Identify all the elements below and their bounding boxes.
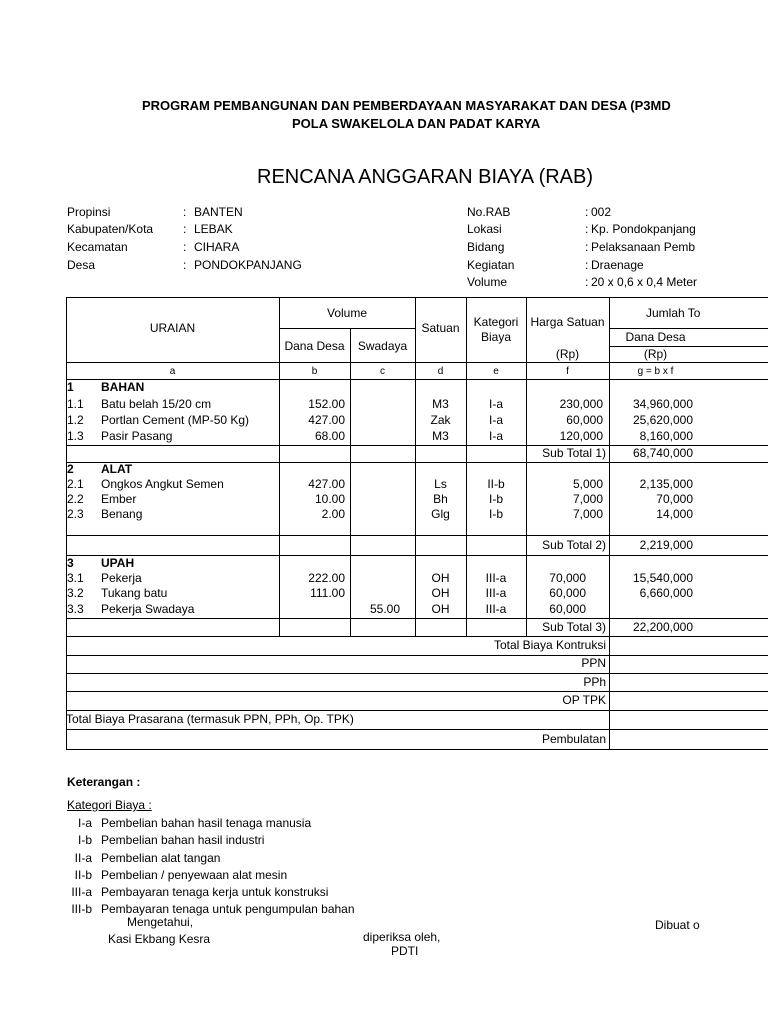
kategori-text: Pembayaran tenaga untuk pengumpulan bahan [101,902,355,916]
section-name: UPAH [101,556,135,570]
row-vol-dd: 10.00 [314,492,345,506]
page-title: RENCANA ANGGARAN BIAYA (RAB) [257,166,594,188]
program-title: PROGRAM PEMBANGUNAN DAN PEMBERDAYAAN MASYARAKAT DAN DESA (P3MD [142,98,671,113]
list-item [0,902,768,916]
row-no: 1.3 [67,429,84,443]
ppn-label: PPN [581,656,606,670]
subtotal-value: 68,740,000 [632,446,693,460]
col-uraian: URAIAN [149,321,196,335]
row-satuan: OH [431,602,450,616]
info-sep: : [183,205,187,219]
row-kategori: I-b [488,492,503,506]
col-letter: g = b x f [637,366,674,377]
section-no: 3 [67,556,74,570]
col-letter: b [311,366,318,377]
info-sep: : [585,258,589,272]
row-jumlah: 8,160,000 [639,429,693,443]
col-harga-satuan: Harga Satuan [530,315,605,329]
kategori-code: III-b [71,902,92,916]
info-sep: : [585,275,589,289]
pdti-label: PDTI [391,944,419,958]
row-satuan: M3 [432,397,449,411]
col-letter: f [566,366,569,377]
subtotal-value: 22,200,000 [632,620,693,634]
info-label: Kegiatan [467,258,515,272]
dibuat-label: Dibuat o [655,918,700,932]
info-label: No.RAB [467,205,511,219]
row-jumlah: 6,660,000 [639,586,693,600]
kategori-code: I-a [77,816,92,830]
col-vol-dana-desa: Dana Desa [284,339,345,353]
keterangan-title: Keterangan : [67,775,141,789]
row-no: 3.2 [67,586,84,600]
info-label: Volume [467,275,508,289]
row-harga: 5,000 [572,477,603,491]
row-satuan: Zak [430,413,451,427]
row-name: Tukang batu [101,586,168,600]
row-harga: 60,000 [549,586,586,600]
col-jumlah: Jumlah To [646,306,701,320]
row-vol-dd: 427.00 [308,477,345,491]
row-vol-dd: 2.00 [321,507,345,521]
row-no: 2.3 [67,507,84,521]
row-jumlah: 34,960,000 [632,397,693,411]
row-no: 3.3 [67,602,84,616]
info-sep: : [585,205,589,219]
row-satuan: Glg [431,507,450,521]
info-sep: : [183,258,187,272]
row-kategori: III-a [485,602,507,616]
kasi-label: Kasi Ekbang Kesra [108,932,211,946]
row-kategori: III-a [485,571,507,585]
row-satuan: OH [431,586,450,600]
row-vol-sw: 55.00 [369,602,400,616]
row-harga: 7,000 [572,492,603,506]
col-harga-rp: (Rp) [555,347,580,361]
op-tpk-label: OP TPK [562,693,606,707]
row-harga: 70,000 [549,571,586,585]
pdti-clip [380,944,440,958]
row-vol-dd: 222.00 [308,571,345,585]
total-konstruksi-label: Total Biaya Kontruksi [493,638,606,652]
section-no: 2 [67,462,74,476]
row-harga: 120,000 [559,429,603,443]
info-value: 20 x 0,6 x 0,4 Meter [591,275,698,289]
row-satuan: Ls [434,477,447,491]
row-no: 1.1 [67,397,84,411]
row-kategori: I-b [488,507,503,521]
info-label: Lokasi [467,222,502,236]
info-sep: : [183,222,187,236]
info-label: Bidang [467,240,505,254]
kategori-text: Pembayaran tenaga kerja untuk konstruksi [101,885,329,899]
row-no: 1.2 [67,413,84,427]
info-sep: : [585,240,589,254]
col-kategori: Kategori [473,315,519,329]
row-satuan: Bh [433,492,448,506]
info-value: Pelaksanaan Pemb [591,240,696,254]
pph-label: PPh [583,675,606,689]
row-name: Ember [101,492,137,506]
info-value: Kp. Pondokpanjang [591,222,696,236]
col-satuan: Satuan [421,321,460,335]
row-name: Benang [101,507,143,521]
kategori-code: II-a [74,851,92,865]
info-label: Kabupaten/Kota [67,222,154,236]
info-label: Propinsi [67,205,111,219]
row-vol-dd: 111.00 [310,586,345,600]
info-value: PONDOKPANJANG [194,258,302,272]
row-name: Pasir Pasang [101,429,173,443]
info-sep: : [183,240,187,254]
row-kategori: II-b [487,477,505,491]
col-jumlah-rp: (Rp) [643,347,668,361]
info-label: Kecamatan [67,240,128,254]
diperiksa-label: diperiksa oleh, [363,930,441,944]
col-letter: a [169,366,176,377]
section-no: 1 [67,380,74,394]
subtotal-label: Sub Total 3) [542,620,606,634]
info-label: Desa [67,258,96,272]
row-jumlah: 25,620,000 [632,413,693,427]
col-jumlah-dana-desa: Dana Desa [625,330,686,344]
kategori-text: Pembelian bahan hasil industri [101,833,265,847]
kategori-text: Pembelian alat tangan [101,851,221,865]
section-name: ALAT [101,462,133,476]
row-name: Pekerja Swadaya [101,602,195,616]
row-harga: 7,000 [572,507,603,521]
row-kategori: III-a [485,586,507,600]
program-subtitle: POLA SWAKELOLA DAN PADAT KARYA [292,116,541,131]
col-volume: Volume [326,306,368,320]
row-no: 3.1 [67,571,84,585]
kategori-text: Pembelian / penyewaan alat mesin [101,868,288,882]
row-name: Portlan Cement (MP-50 Kg) [101,413,250,427]
total-prasarana-label: Total Biaya Prasarana (termasuk PPN, PPh, Op. TPK) [66,712,354,726]
row-name: Pekerja [101,571,142,585]
row-satuan: M3 [432,429,449,443]
kategori-code: II-b [74,868,92,882]
kategori-biaya-title: Kategori Biaya : [67,798,152,812]
col-vol-swadaya: Swadaya [357,339,408,353]
row-no: 2.1 [67,477,84,491]
row-kategori: I-a [488,413,503,427]
pembulatan-label: Pembulatan [541,732,606,746]
col-letter: c [380,366,385,377]
info-value: LEBAK [194,222,233,236]
info-value: BANTEN [194,205,243,219]
col-kategori-biaya: Biaya [480,330,512,344]
col-letter: d [437,366,444,377]
row-harga: 60,000 [566,413,603,427]
subtotal-value: 2,219,000 [639,538,693,552]
row-no: 2.2 [67,492,84,506]
section-name: BAHAN [101,380,145,394]
row-jumlah: 2,135,000 [639,477,693,491]
row-vol-dd: 152.00 [308,397,345,411]
row-vol-dd: 68.00 [314,429,345,443]
info-sep: : [585,222,589,236]
kategori-text: Pembelian bahan hasil tenaga manusia [101,816,312,830]
subtotal-label: Sub Total 1) [542,446,606,460]
kategori-code: III-a [71,885,92,899]
info-value: 002 [591,205,612,219]
row-kategori: I-a [488,397,503,411]
row-vol-dd: 427.00 [308,413,345,427]
row-satuan: OH [431,571,450,585]
kategori-code: I-b [77,833,92,847]
row-name: Batu belah 15/20 cm [101,397,212,411]
row-jumlah: 14,000 [656,507,693,521]
subtotal-label: Sub Total 2) [542,538,606,552]
row-jumlah: 15,540,000 [632,571,693,585]
mengetahui-label: Mengetahui, [127,915,194,929]
col-letter: e [493,366,499,377]
info-value: Draenage [591,258,644,272]
row-kategori: I-a [488,429,503,443]
row-harga: 230,000 [559,397,603,411]
info-value: CIHARA [194,240,240,254]
row-jumlah: 70,000 [656,492,693,506]
row-name: Ongkos Angkut Semen [101,477,224,491]
row-harga: 60,000 [549,602,586,616]
